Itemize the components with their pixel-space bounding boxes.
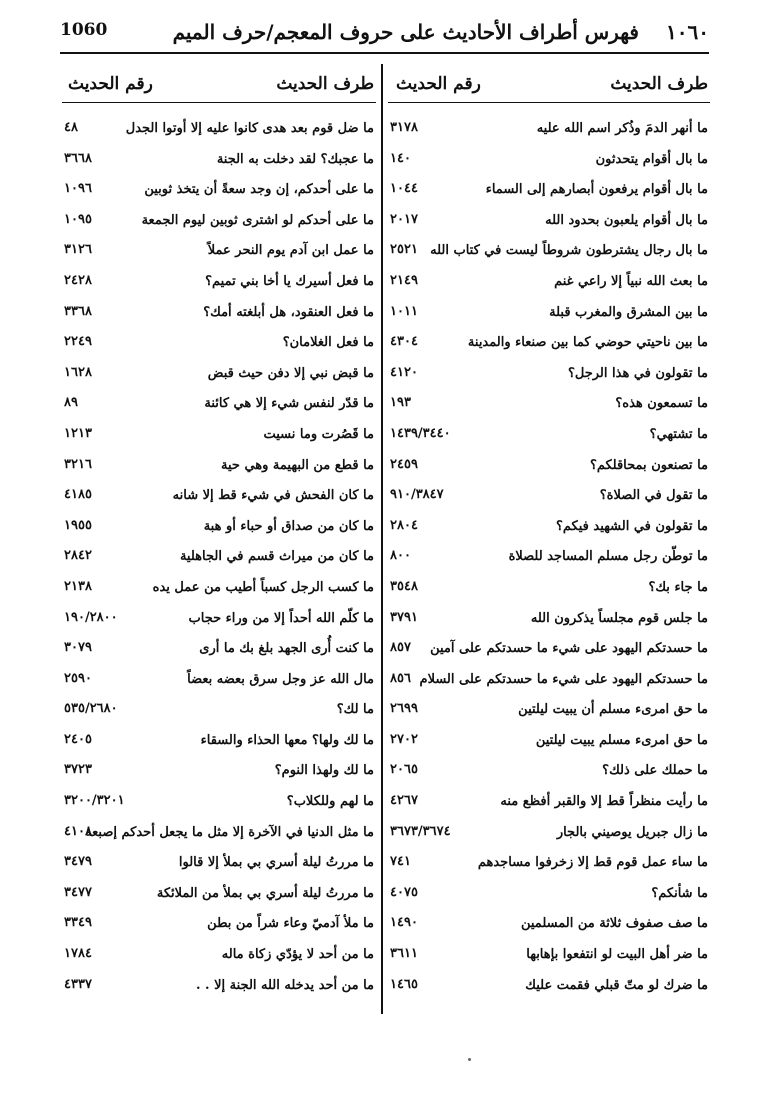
hadith-number: ٨٥٦	[390, 670, 411, 686]
index-entry	[388, 146, 710, 177]
hadith-number: ٧٤١	[390, 854, 411, 870]
hadith-phrase: ما مثل الدنيا في الآخرة إلا مثل ما يجعل أحدكم إصبعه	[85, 824, 374, 840]
hadith-phrase: ما حق امرىء مسلم أن يبيت ليلتين	[518, 702, 708, 718]
index-entry	[62, 115, 376, 146]
index-entry	[62, 666, 376, 697]
hadith-number: ٣٦٧٣/٣٦٧٤	[390, 823, 451, 839]
hadith-phrase: ما كنت أُرى الجهد بلغ بك ما أرى	[199, 641, 374, 657]
index-entry	[62, 329, 376, 360]
hadith-number: ١٩٠/٢٨٠٠	[64, 609, 118, 625]
hadith-phrase: ما شأنكم؟	[651, 885, 708, 901]
hadith-phrase: ما قَصُرت وما نسيت	[263, 426, 374, 442]
hadith-number: ١٠١١	[390, 303, 418, 319]
hadith-phrase: ما بين ناحيتي حوضي كما بين صنعاء والمدينة	[467, 335, 708, 351]
hadith-phrase: ما كان من ميراث قسم في الجاهلية	[179, 549, 374, 565]
index-entry	[388, 757, 710, 788]
column-divider	[381, 64, 383, 1014]
hadith-number: ١٩٣	[390, 395, 411, 411]
index-entry	[388, 513, 710, 544]
hadith-phrase: ما بال أقوام يرفعون أبصارهم إلى السماء	[485, 182, 708, 198]
hadith-phrase: ما حق امرىء مسلم يبيت ليلتين	[535, 732, 708, 748]
hadith-number: ٣٣٦٨	[64, 303, 92, 319]
hadith-number: ١٧٨٤	[64, 946, 92, 962]
index-entry	[388, 176, 710, 207]
index-entry	[388, 666, 710, 697]
hadith-phrase: ما جاء بك؟	[648, 579, 708, 595]
hadith-phrase: ما فعل الغلامان؟	[282, 335, 374, 351]
index-entry	[62, 513, 376, 544]
header-phrase-label: طرف الحديث	[276, 74, 374, 94]
index-entry	[62, 880, 376, 911]
index-entry	[388, 360, 710, 391]
hadith-phrase: ما لهم وللكلاب؟	[286, 794, 374, 810]
index-rows	[62, 115, 376, 1002]
hadith-number: ٤٠٧٥	[390, 884, 418, 900]
hadith-number: ٣٦١١	[390, 946, 418, 962]
index-entry	[62, 757, 376, 788]
column-header	[388, 66, 710, 103]
index-entry	[388, 696, 710, 727]
hadith-number: ٢٤٠٥	[64, 731, 92, 747]
index-entry	[62, 941, 376, 972]
hadith-phrase: ما فعل أسيرك يا أخا بني تميم؟	[205, 273, 374, 289]
index-entry	[388, 849, 710, 880]
index-entry	[388, 880, 710, 911]
index-entry	[388, 635, 710, 666]
hadith-phrase: ما من أحد لا يؤدّي زكاة ماله	[221, 947, 374, 963]
hadith-phrase: ما مررتُ ليلة أسري بي بملأ إلا قالوا	[178, 855, 374, 871]
hadith-number: ٢٥٢١	[390, 242, 418, 258]
hadith-phrase: ما لك ولهذا النوم؟	[274, 763, 374, 779]
hadith-phrase: ما ضر أهل البيت لو انتفعوا بإهابها	[526, 947, 708, 963]
index-entry	[388, 788, 710, 819]
hadith-number: ٤٣٠٤	[390, 334, 418, 350]
hadith-phrase: ما كلّم الله أحداً إلا من وراء حجاب	[188, 610, 374, 626]
index-entry	[388, 605, 710, 636]
index-entry	[388, 727, 710, 758]
index-entry	[62, 574, 376, 605]
index-entry	[62, 146, 376, 177]
index-entry	[62, 972, 376, 1003]
index-entry	[388, 268, 710, 299]
index-entry	[62, 849, 376, 880]
hadith-number: ٢١٣٨	[64, 578, 92, 594]
hadith-number: ٣٤٧٧	[64, 884, 92, 900]
index-column-right	[388, 66, 710, 1002]
index-entry	[62, 819, 376, 850]
hadith-number: ٣٤٧٩	[64, 854, 92, 870]
hadith-number: ٣٧٢٣	[64, 762, 92, 778]
index-entry	[62, 421, 376, 452]
hadith-number: ٨٠٠	[390, 548, 411, 564]
hadith-phrase: ما صف صفوف ثلاثة من المسلمين	[520, 916, 708, 932]
hadith-phrase: ما توطّن رجل مسلم المساجد للصلاة	[508, 549, 708, 565]
hadith-number: ٢٨٤٢	[64, 548, 92, 564]
index-entry	[62, 727, 376, 758]
hadith-phrase: ما حملك على ذلك؟	[602, 763, 708, 779]
hadith-phrase: ما جلس قوم مجلساً يذكرون الله	[530, 610, 708, 626]
hadith-number: ٩١٠/٣٨٤٧	[390, 487, 444, 503]
index-entry	[388, 910, 710, 941]
hadith-number: ٢٨٠٤	[390, 517, 418, 533]
page-number-latin: 1060	[60, 20, 108, 40]
hadith-phrase: ما قطع من البهيمة وهي حية	[220, 457, 374, 473]
hadith-number: ٢٠١٧	[390, 211, 418, 227]
index-entry	[388, 941, 710, 972]
hadith-number: ٤٣٣٧	[64, 976, 92, 992]
index-entry	[62, 360, 376, 391]
hadith-phrase: ما تصنعون بمحاقلكم؟	[589, 457, 708, 473]
hadith-number: ٤١٨٥	[64, 487, 92, 503]
index-entry	[388, 574, 710, 605]
index-entry	[388, 543, 710, 574]
hadith-phrase: مال الله عز وجل سرق بعضه بعضاً	[187, 671, 374, 687]
index-entry	[62, 696, 376, 727]
index-entry	[62, 452, 376, 483]
hadith-number: ٢١٤٩	[390, 272, 418, 288]
index-entry	[62, 482, 376, 513]
hadith-phrase: ما تسمعون هذه؟	[615, 396, 708, 412]
hadith-number: ٣١٧٨	[390, 120, 418, 135]
hadith-phrase: ما كان الفحش في شيء قط إلا شانه	[172, 488, 374, 504]
hadith-number: ١٦٢٨	[64, 364, 92, 380]
page-header	[60, 18, 709, 54]
hadith-number: ١٤٩٠	[390, 915, 418, 931]
hadith-number: ١٢١٣	[64, 425, 92, 441]
hadith-phrase: ما قدّر لنفس شيء إلا هي كائنة	[204, 396, 374, 412]
hadith-phrase: ما ساء عمل قوم قط إلا زخرفوا مساجدهم	[477, 855, 708, 871]
page-mark	[468, 1058, 471, 1061]
hadith-number: ٥٣٥/٢٦٨٠	[64, 701, 118, 717]
page-number-arabic: ١٠٦٠	[666, 20, 709, 44]
hadith-number: ٢٤٢٨	[64, 272, 92, 288]
hadith-number: ٤١٠٨	[64, 823, 92, 839]
header-phrase-label: طرف الحديث	[610, 74, 708, 94]
hadith-number: ٣٢٠٠/٣٢٠١	[64, 793, 125, 809]
hadith-phrase: ما بال رجال يشترطون شروطاً ليست في كتاب الله	[430, 243, 708, 259]
index-entry	[62, 605, 376, 636]
hadith-number: ٢٧٠٢	[390, 731, 418, 747]
hadith-number: ٤٢٦٧	[390, 793, 418, 809]
hadith-phrase: ما مررتُ ليلة أسري بي بملأ من الملائكة	[156, 885, 374, 901]
hadith-number: ٣٥٤٨	[390, 578, 418, 594]
hadith-phrase: ما تقولون في الشهيد فيكم؟	[556, 518, 708, 534]
index-entry	[388, 115, 710, 146]
hadith-number: ٢٠٦٥	[390, 762, 418, 778]
hadith-phrase: ما عمل ابن آدم يوم النحر عملاً	[207, 243, 374, 259]
hadith-phrase: ما من أحد يدخله الله الجنة إلا . .	[196, 977, 374, 993]
index-entry	[388, 207, 710, 238]
hadith-phrase: ما تشتهي؟	[649, 426, 708, 442]
hadith-phrase: ما على أحدكم لو اشترى ثوبين ليوم الجمعة	[141, 212, 374, 228]
hadith-number: ١٤٠	[390, 150, 411, 166]
hadith-phrase: ما قبض نبي إلا دفن حيث قبض	[207, 365, 374, 381]
hadith-number: ٢٤٥٩	[390, 456, 418, 472]
hadith-phrase: ما كان من صداق أو حباء أو هبة	[203, 518, 374, 534]
index-entry	[62, 268, 376, 299]
hadith-phrase: ما ضرك لو متّ قبلي فقمت عليك	[525, 977, 708, 993]
hadith-number: ١٠٩٥	[64, 211, 92, 227]
index-entry	[62, 635, 376, 666]
hadith-number: ١٠٤٤	[390, 181, 418, 197]
hadith-number: ٣١٢٦	[64, 242, 92, 258]
header-number-label: رقم الحديث	[396, 74, 481, 94]
column-header	[62, 66, 376, 103]
hadith-phrase: ما أنهر الدمَ وذُكر اسم الله عليه	[536, 121, 708, 136]
hadith-number: ٨٩	[64, 395, 78, 411]
hadith-number: ٣٣٤٩	[64, 915, 92, 931]
hadith-phrase: ما عجبك؟ لقد دخلت به الجنة	[216, 151, 374, 167]
hadith-number: ٢٢٤٩	[64, 334, 92, 350]
header-number-label: رقم الحديث	[68, 74, 153, 94]
index-entry	[62, 299, 376, 330]
hadith-phrase: ما فعل العنقود، هل أبلغته أمك؟	[203, 304, 374, 320]
hadith-phrase: ما زال جبريل يوصيني بالجار	[556, 824, 708, 840]
index-entry	[388, 452, 710, 483]
hadith-number: ١٠٩٦	[64, 181, 92, 197]
index-entry	[62, 207, 376, 238]
index-column-left	[62, 66, 376, 1002]
hadith-number: ١٩٥٥	[64, 517, 92, 533]
index-rows	[388, 115, 710, 1002]
hadith-phrase: ما تقول في الصلاة؟	[599, 488, 708, 504]
index-entry	[388, 482, 710, 513]
hadith-phrase: ما حسدتكم اليهود على شيء ما حسدتكم على آمين	[430, 641, 708, 657]
page-title: فهرس أطراف الأحاديث على حروف المعجم/حرف الميم	[172, 20, 639, 44]
hadith-number: ٤١٢٠	[390, 364, 418, 380]
hadith-phrase: ما على أحدكم، إن وجد سعةً أن يتخذ ثوبين	[144, 182, 374, 198]
index-entry	[388, 421, 710, 452]
hadith-phrase: ما رأيت منظراً قط إلا والقبر أفظع منه	[500, 794, 708, 810]
hadith-phrase: ما بين المشرق والمغرب قبلة	[549, 304, 708, 320]
hadith-phrase: ما لك؟	[336, 702, 374, 718]
index-entry	[62, 237, 376, 268]
hadith-phrase: ما ملأ آدميّ وعاء شراً من بطن	[207, 916, 374, 932]
index-entry	[62, 176, 376, 207]
hadith-number: ٣٧٩١	[390, 609, 418, 625]
hadith-number: ٢٥٩٠	[64, 670, 92, 686]
hadith-phrase: ما حسدتكم اليهود على شيء ما حسدتكم على السلام	[419, 671, 708, 687]
hadith-phrase: ما بعث الله نبياً إلا راعي غنم	[554, 273, 708, 289]
hadith-phrase: ما كسب الرجل كسباً أطيب من عمل يده	[152, 579, 374, 595]
hadith-number: ١٤٦٥	[390, 976, 418, 992]
hadith-phrase: ما تقولون في هذا الرجل؟	[567, 365, 708, 381]
hadith-phrase: ما بال أقوام يلعبون بحدود الله	[545, 212, 708, 228]
hadith-phrase: ما ضل قوم بعد هدى كانوا عليه إلا أوتوا الجدل	[125, 121, 374, 136]
hadith-phrase: ما لك ولها؟ معها الحذاء والسقاء	[200, 732, 374, 748]
index-entry	[388, 972, 710, 1003]
index-entry	[388, 390, 710, 421]
index-entry	[388, 299, 710, 330]
hadith-number: ٣٢١٦	[64, 456, 92, 472]
index-entry	[62, 390, 376, 421]
index-entry	[62, 910, 376, 941]
index-entry	[62, 543, 376, 574]
hadith-number: ٨٥٧	[390, 640, 411, 656]
index-entry	[62, 788, 376, 819]
hadith-number: ٢٦٩٩	[390, 701, 418, 717]
hadith-number: ١٤٣٩/٣٤٤٠	[390, 425, 451, 441]
hadith-phrase: ما بال أقوام يتحدثون	[595, 151, 708, 167]
hadith-number: ٤٨	[64, 120, 78, 135]
hadith-number: ٣٦٦٨	[64, 150, 92, 166]
index-entry	[388, 329, 710, 360]
hadith-number: ٣٠٧٩	[64, 640, 92, 656]
index-entry	[388, 237, 710, 268]
index-entry	[388, 819, 710, 850]
